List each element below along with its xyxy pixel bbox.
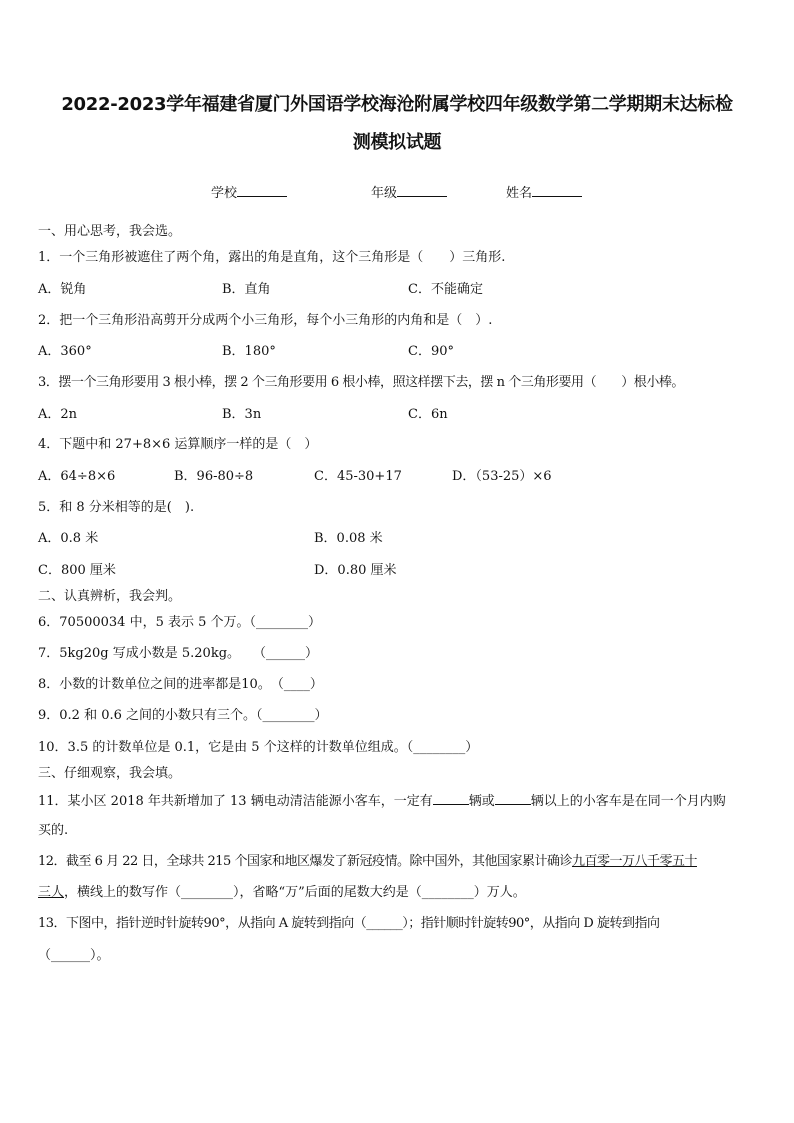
question-7: 7．5kg20g 写成小数是 5.20kg。 （______） bbox=[38, 646, 319, 661]
grade-blank[interactable] bbox=[397, 184, 447, 197]
q3-option-a[interactable]: A．2n bbox=[38, 407, 78, 422]
q12-underlined-number: 九百零一万八千零五十 bbox=[571, 854, 697, 869]
question-6: 6．70500034 中，5 表示 5 个万。（________） bbox=[38, 615, 322, 630]
q4-option-a[interactable]: A．64÷8×6 bbox=[38, 469, 116, 484]
question-9: 9．0.2 和 0.6 之间的小数只有三个。（________） bbox=[38, 708, 328, 723]
q2-option-c[interactable]: C．90° bbox=[408, 344, 454, 359]
section2-heading: 二、认真辨析，我会判。 bbox=[38, 589, 182, 604]
section1-heading: 一、用心思考，我会选。 bbox=[38, 224, 182, 239]
q11-text-part3: 辆以上的小客车是在同一个月内购 bbox=[530, 794, 726, 809]
q1-option-a[interactable]: A．锐角 bbox=[38, 282, 87, 297]
grade-field bbox=[371, 182, 447, 201]
q3-option-b[interactable]: B．3n bbox=[222, 407, 262, 422]
grade-label: 年级 bbox=[371, 186, 398, 201]
question-11-cont: 买的. bbox=[38, 823, 69, 838]
q1-option-c[interactable]: C．不能确定 bbox=[408, 282, 483, 297]
exam-title-line2: 测模拟试题 bbox=[352, 132, 442, 153]
q4-option-b[interactable]: B．96-80÷8 bbox=[174, 469, 254, 484]
school-blank[interactable] bbox=[237, 184, 287, 197]
question-2: 2．把一个三角形沿高剪开分成两个小三角形，每个小三角形的内角和是（ ）. bbox=[38, 313, 493, 328]
q12-text-part2: ，横线上的数写作（________），省略“万”后面的尾数大约是（________）万人。 bbox=[64, 885, 526, 900]
question-13: 13．下图中，指针逆时针旋转90°，从指向 A 旋转到指向（______）；指针顺时针旋转90°，从指向 D 旋转到指向 bbox=[38, 916, 660, 931]
section3-heading: 三、仔细观察，我会填。 bbox=[38, 766, 182, 781]
q2-option-b[interactable]: B．180° bbox=[222, 344, 276, 359]
exam-title-line1: 2022-2023学年福建省厦门外国语学校海沧附属学校四年级数学第二学期期末达标检 bbox=[61, 94, 733, 115]
question-12 bbox=[38, 854, 697, 870]
question-10: 10．3.5 的计数单位是 0.1，它是由 5 个这样的计数单位组成。（________） bbox=[38, 740, 479, 755]
q5-option-a[interactable]: A．0.8 米 bbox=[38, 531, 99, 546]
q2-option-a[interactable]: A．360° bbox=[38, 344, 92, 359]
q4-option-c[interactable]: C．45-30+17 bbox=[314, 469, 402, 484]
q11-text-part1: 11．某小区 2018 年共新增加了 13 辆电动清洁能源小客车，一定有 bbox=[38, 794, 433, 809]
q4-option-d[interactable]: D．（53-25）×6 bbox=[452, 469, 552, 484]
question-3: 3．摆一个三角形要用 3 根小棒，摆 2 个三角形要用 6 根小棒，照这样摆下去，摆 n 个三角形要用（ ）根小棒。 bbox=[38, 375, 684, 390]
q3-option-c[interactable]: C．6n bbox=[408, 407, 448, 422]
q12-text-part1: 12．截至 6 月 22 日，全球共 215 个国家和地区爆发了新冠疫情。除中国外，其他国家累计确诊 bbox=[38, 854, 572, 869]
question-1: 1．一个三角形被遮住了两个角，露出的角是直角，这个三角形是（ ）三角形. bbox=[38, 250, 506, 265]
q1-option-b[interactable]: B．直角 bbox=[222, 282, 271, 297]
name-label: 姓名 bbox=[506, 186, 533, 201]
question-5: 5．和 8 分米相等的是( ). bbox=[38, 500, 195, 515]
q5-option-d[interactable]: D．0.80 厘米 bbox=[314, 563, 397, 578]
name-blank[interactable] bbox=[532, 184, 582, 197]
school-field bbox=[211, 182, 287, 201]
question-13-cont: （______）。 bbox=[38, 948, 110, 963]
question-11 bbox=[38, 792, 726, 810]
question-8: 8．小数的计数单位之间的进率都是10。 （____） bbox=[38, 677, 323, 692]
q11-blank-2[interactable] bbox=[495, 792, 531, 805]
q11-blank-1[interactable] bbox=[433, 792, 469, 805]
q5-option-b[interactable]: B．0.08 米 bbox=[314, 531, 383, 546]
q5-option-c[interactable]: C．800 厘米 bbox=[38, 563, 116, 578]
name-field bbox=[506, 182, 582, 201]
q12-underlined-number-end: 三人 bbox=[38, 885, 65, 900]
question-4: 4．下题中和 27+8×6 运算顺序一样的是（ ） bbox=[38, 437, 318, 452]
question-12-cont bbox=[38, 885, 526, 901]
q11-text-part2: 辆或 bbox=[468, 794, 495, 809]
school-label: 学校 bbox=[211, 186, 238, 201]
